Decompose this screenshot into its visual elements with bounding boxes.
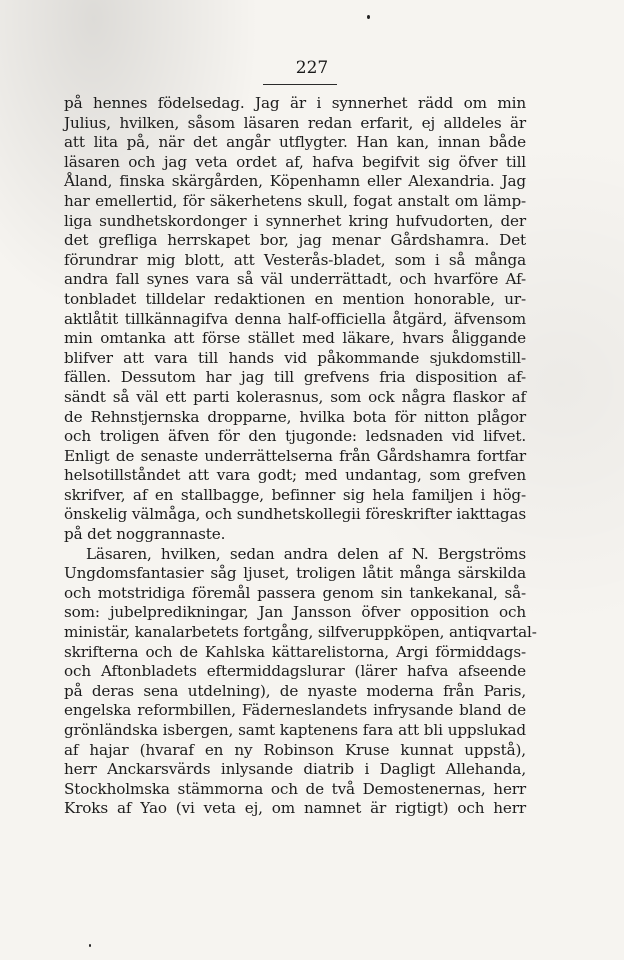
text-line: liga sundhetskordonger i synnerhet kring hufvudorten, der — [64, 211, 526, 230]
page-number: 227 — [295, 58, 329, 78]
text-line: Stockholmska stämmorna och de två Demostenernas, herr — [64, 779, 526, 798]
text-line: har emellertid, för säkerhetens skull, fogat anstalt om lämp- — [64, 191, 526, 210]
text-line: blifver att vara till hands vid påkommande sjukdomstill- — [64, 348, 526, 367]
text-line: Kroks af Yao (vi veta ej, om namnet är rigtigt) och herr — [64, 799, 526, 818]
text-line: på det noggrannaste. — [64, 525, 226, 544]
text-line: önskelig välmåga, och sundhetskollegii föreskrifter iakttagas — [64, 505, 526, 524]
text-line: de Rehnstjernska dropparne, hvilka bota för nitton plågor — [64, 407, 526, 426]
text-line: ministär, kanalarbetets fortgång, silfveruppköpen, antiqvartal- — [64, 623, 537, 642]
text-line: af hajar (hvaraf en ny Robinson Kruse kunnat uppstå), — [64, 740, 526, 759]
ink-speck — [367, 15, 370, 19]
text-line: och Aftonbladets eftermiddagslurar (lärer hafva afseende — [64, 662, 526, 681]
text-line: att lita på, när det angår utflygter. Han kan, innan både — [64, 133, 526, 152]
text-line: förundrar mig blott, att Vesterås-bladet, som i så många — [64, 250, 526, 269]
text-line: aktlåtit tillkännagifva denna half-officiella åtgärd, äfvensom — [64, 309, 526, 328]
text-line: Enligt de senaste underrättelserna från Gårdshamra fortfar — [64, 446, 526, 465]
text-line: engelska reformbillen, Fäderneslandets infrysande bland de — [64, 701, 526, 720]
text-line: fällen. Dessutom har jag till grefvens fria disposition af- — [64, 368, 526, 387]
text-line: skrifver, af en stallbagge, befinner sig hela familjen i hög- — [64, 485, 526, 504]
text-line: på deras sena utdelning), de nyaste moderna från Paris, — [64, 681, 526, 700]
text-line: grönländska isbergen, samt kaptenens fara att bli uppslukad — [64, 721, 526, 739]
text-line: sändt så väl ett parti kolerasnus, som ock några flaskor af — [64, 387, 526, 406]
text-line: och troligen äfven för den tjugonde: ledsnaden vid lifvet. — [64, 427, 526, 446]
text-line: skrifterna och de Kahlska kättarelistorna, Argi förmiddags- — [64, 642, 526, 661]
text-line: helsotillståndet att vara godt; med undantag, som grefven — [64, 466, 526, 485]
body-text — [64, 94, 537, 819]
text-line: min omtanka att förse stället med läkare, hvars åliggande — [64, 329, 526, 348]
text-line: andra fall synes vara så väl underrättadt, och hvarföre Af- — [64, 270, 526, 289]
text-line: läsaren och jag veta ordet af, hafva begifvit sig öfver till — [64, 152, 526, 171]
text-line: Åland, finska skärgården, Köpenhamn eller Alexandria. Jag — [64, 172, 526, 191]
text-line: herr Anckarsvärds inlysande diatrib i Dagligt Allehanda, — [64, 760, 526, 779]
text-line: på hennes födelsedag. Jag är i synnerhet rädd om min — [64, 94, 526, 112]
text-line: Ungdomsfantasier såg ljuset, troligen låtit många särskilda — [64, 564, 526, 583]
page-number-rule — [263, 84, 337, 85]
text-line: Läsaren, hvilken, sedan andra delen af N. Bergströms — [86, 544, 526, 563]
ink-speck — [89, 944, 91, 947]
text-line: det grefliga herrskapet bor, jag menar Gårdshamra. Det — [64, 231, 526, 250]
text-line: tonbladet tilldelar redaktionen en mention honorable, ur- — [64, 289, 526, 308]
text-line: som: jubelpredikningar, Jan Jansson öfver opposition och — [64, 603, 526, 622]
text-line: och motstridiga föremål passera genom sin tankekanal, så- — [64, 583, 526, 602]
text-line: Julius, hvilken, såsom läsaren redan erfarit, ej alldeles är — [64, 113, 526, 132]
